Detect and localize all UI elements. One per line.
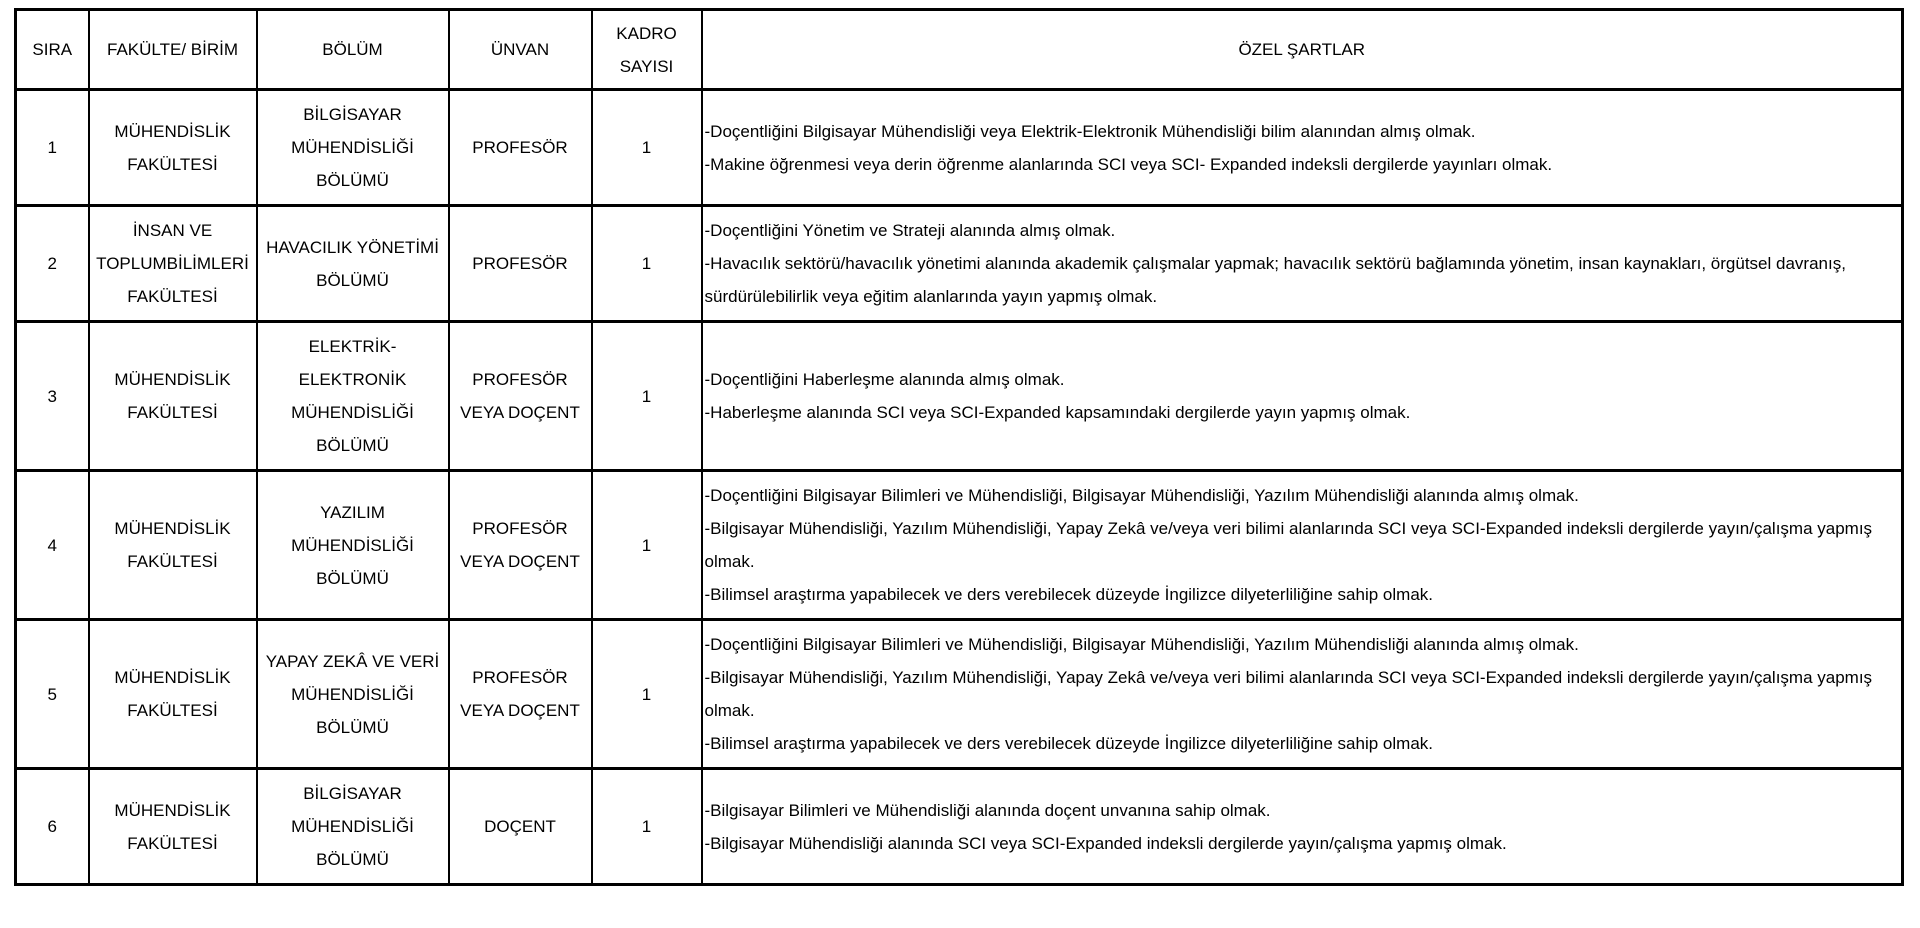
unvan-cell: PROFESÖR VEYA DOÇENT (449, 322, 592, 471)
col-header-kadro-sayisi: KADRO SAYISI (592, 10, 702, 90)
sira-cell: 6 (16, 769, 89, 885)
sart-line: -Doçentliğini Haberleşme alanında almış olmak. (704, 370, 1065, 389)
unvan-cell: DOÇENT (449, 769, 592, 885)
table-row (16, 322, 1903, 471)
sart-line: -Doçentliğini Bilgisayar Bilimleri ve Mühendisliği, Bilgisayar Mühendisliği, Yazılım Mühendisliği alanında almış olmak. (704, 486, 1579, 505)
sart-line: -Bilgisayar Mühendisliği alanında SCI veya SCI-Expanded indeksli dergilerde yayın/çalışma yapmış olmak. (704, 833, 1507, 853)
table-row (16, 206, 1903, 322)
sart-line: -Doçentliğini Yönetim ve Strateji alanında almış olmak. (704, 221, 1116, 240)
academic-positions-table (14, 8, 1904, 886)
sira-cell: 2 (16, 206, 89, 322)
sira-cell: 1 (16, 90, 89, 206)
sart-line: -Bilgisayar Mühendisliği, Yazılım Mühendisliği, Yapay Zekâ ve/veya veri bilimi alanlarında SCI veya SCI-Expanded indeksli dergilerde yayın/çalışma yapmış olmak. (704, 519, 1873, 571)
kadro-sayisi-cell: 1 (592, 90, 702, 206)
bolum-cell: BİLGİSAYAR MÜHENDİSLİĞİ BÖLÜMÜ (257, 769, 449, 885)
unvan-cell: PROFESÖR (449, 90, 592, 206)
sart-line: -Bilgisayar Mühendisliği, Yazılım Mühendisliği, Yapay Zekâ ve/veya veri bilimi alanlarında SCI veya SCI-Expanded indeksli dergilerde yayın/çalışma yapmış olmak. (704, 668, 1873, 720)
table-header-row (16, 10, 1903, 90)
unvan-cell: PROFESÖR VEYA DOÇENT (449, 471, 592, 620)
bolum-cell: YAZILIM MÜHENDİSLİĞİ BÖLÜMÜ (257, 471, 449, 620)
table-row (16, 620, 1903, 769)
sart-line: -Makine öğrenmesi veya derin öğrenme alanlarında SCI veya SCI- Expanded indeksli dergilerde yayınları olmak. (704, 154, 1553, 174)
fakulte-birim-cell: İNSAN VE TOPLUMBİLİMLERİ FAKÜLTESİ (89, 206, 257, 322)
fakulte-birim-cell: MÜHENDİSLİK FAKÜLTESİ (89, 471, 257, 620)
ozel-sartlar-cell (702, 620, 1903, 769)
fakulte-birim-cell: MÜHENDİSLİK FAKÜLTESİ (89, 322, 257, 471)
kadro-sayisi-cell: 1 (592, 471, 702, 620)
kadro-sayisi-cell: 1 (592, 620, 702, 769)
unvan-cell: PROFESÖR (449, 206, 592, 322)
ozel-sartlar-cell (702, 206, 1903, 322)
sart-line: -Havacılık sektörü/havacılık yönetimi alanında akademik çalışmalar yapmak; havacılık sektörü bağlamında yönetim, insan kaynakları, örgütsel davranış, sürdürülebilirlik veya eğitim alanlarında yayın yapmış olmak. (704, 254, 1846, 306)
col-header-sira: SIRA (16, 10, 89, 90)
sira-cell: 4 (16, 471, 89, 620)
kadro-sayisi-cell: 1 (592, 206, 702, 322)
sart-line: -Bilimsel araştırma yapabilecek ve ders verebilecek düzeyde İngilizce dilyeterliliğine sahip olmak. (704, 585, 1433, 604)
col-header-bolum: BÖLÜM (257, 10, 449, 90)
ozel-sartlar-cell (702, 90, 1903, 206)
sart-line: -Doçentliğini Bilgisayar Bilimleri ve Mühendisliği, Bilgisayar Mühendisliği, Yazılım Mühendisliği alanında almış olmak. (704, 635, 1579, 654)
sart-line: -Bilgisayar Bilimleri ve Mühendisliği alanında doçent unvanına sahip olmak. (704, 800, 1271, 820)
kadro-sayisi-cell: 1 (592, 769, 702, 885)
unvan-cell: PROFESÖR VEYA DOÇENT (449, 620, 592, 769)
table-row (16, 471, 1903, 620)
kadro-sayisi-cell: 1 (592, 322, 702, 471)
table-row (16, 90, 1903, 206)
bolum-cell: BİLGİSAYAR MÜHENDİSLİĞİ BÖLÜMÜ (257, 90, 449, 206)
fakulte-birim-cell: MÜHENDİSLİK FAKÜLTESİ (89, 90, 257, 206)
sart-line: -Bilimsel araştırma yapabilecek ve ders verebilecek düzeyde İngilizce dilyeterliliğine sahip olmak. (704, 734, 1433, 753)
sira-cell: 3 (16, 322, 89, 471)
table-row (16, 769, 1903, 885)
sart-line: -Doçentliğini Bilgisayar Mühendisliği veya Elektrik-Elektronik Mühendisliği bilim alanından almış olmak. (704, 121, 1476, 141)
col-header-unvan: ÜNVAN (449, 10, 592, 90)
bolum-cell: YAPAY ZEKÂ VE VERİ MÜHENDİSLİĞİ BÖLÜMÜ (257, 620, 449, 769)
sira-cell: 5 (16, 620, 89, 769)
bolum-cell: HAVACILIK YÖNETİMİ BÖLÜMÜ (257, 206, 449, 322)
bolum-cell: ELEKTRİK-ELEKTRONİK MÜHENDİSLİĞİ BÖLÜMÜ (257, 322, 449, 471)
ozel-sartlar-cell (702, 322, 1903, 471)
ozel-sartlar-cell (702, 769, 1903, 885)
col-header-ozel-sartlar: ÖZEL ŞARTLAR (702, 10, 1903, 90)
col-header-fakulte-birim: FAKÜLTE/ BİRİM (89, 10, 257, 90)
fakulte-birim-cell: MÜHENDİSLİK FAKÜLTESİ (89, 769, 257, 885)
table-body (16, 90, 1903, 885)
fakulte-birim-cell: MÜHENDİSLİK FAKÜLTESİ (89, 620, 257, 769)
ozel-sartlar-cell (702, 471, 1903, 620)
sart-line: -Haberleşme alanında SCI veya SCI-Expanded kapsamındaki dergilerde yayın yapmış olmak. (704, 403, 1411, 422)
